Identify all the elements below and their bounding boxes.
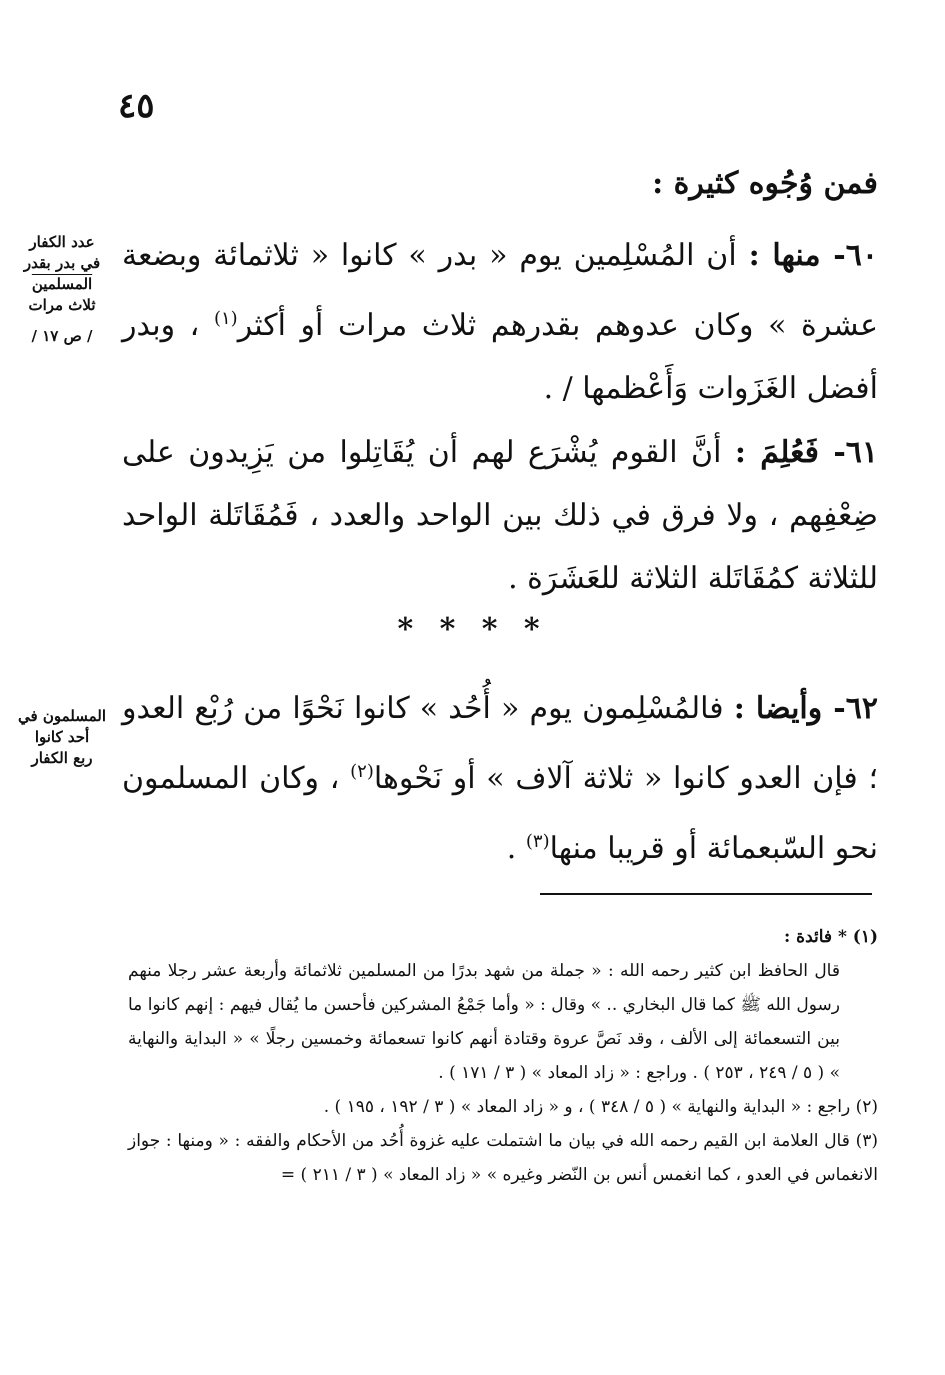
footnote-ref: (٢) xyxy=(350,761,374,782)
paragraph-text-after: ، وكان المسلمون نحو السّبعمائة أو قريبا منها xyxy=(122,761,878,866)
footnote-ref: (٣) xyxy=(525,831,550,852)
paragraph-62 xyxy=(122,677,878,880)
section-separator: * * * * xyxy=(397,612,548,647)
footnote-3: (٣) قال العلامة ابن القيم رحمه الله في بيان ما اشتملت عليه غزوة أُحُد من الأحكام والفقه : « ومنها : جواز الانغماس في العدو ، كما انغمس أنس بن النّضر وغيره » « زاد المعاد » ( ٣ / ٢١١ ) = xyxy=(128,1131,878,1185)
footnotes xyxy=(128,920,878,1192)
margin-note-line: في بدر بقدر xyxy=(23,254,101,272)
margin-note-line: ثلاث مرات xyxy=(28,296,96,314)
footnote-1-body: قال الحافظ ابن كثير رحمه الله : « جملة من شهد بدرًا من المسلمين ثلاثمائة وأربعة عشر رجلا منهم رسول الله ﷺ كما قال البخاري .. » وقال : « وأما جَمْعُ المشركين فأحسن ما يُقال فيهم : إنهم كانوا ما بين التسعمائة إلى الألف ، وقد نَصَّ عروة وقتادة أنهم كانوا تسعمائة وخمسين رجلًا » « البداية والنهاية » ( ٥ / ٢٤٩ ، ٢٥٣ ) . وراجع : « زاد المعاد » ( ٣ / ١٧١ ) . xyxy=(128,961,840,1083)
paragraph-text: أنَّ القوم يُشْرَع لهم أن يُقَاتِلوا من يَزِيدون على ضِعْفِهم ، ولا فرق في ذلك بين الواحد والعدد ، فَمُقَاتَلة الواحد للثلاثة كمُقَاتَلة الثلاثة للعَشَرَة . xyxy=(122,435,878,596)
footnote-1-heading: (١) * فائدة : xyxy=(783,927,878,947)
margin-note-line: عدد الكفار xyxy=(29,233,95,251)
margin-note-line: ربع الكفار xyxy=(31,749,93,767)
margin-note-badr xyxy=(12,232,112,347)
paragraph-text: أن المُسْلِمين يوم « بدر » كانوا « ثلاثمائة وبضعة عشرة » وكان عدوهم بقدرهم ثلاث مرات أو أكثر xyxy=(122,238,878,343)
paragraph-text: فالمُسْلِمون يوم « أُحُد » كانوا نَحْوًا من رُبْع العدو ؛ فإن العدو كانوا « ثلاثة آلاف » أو نَحْوها xyxy=(122,691,878,796)
footnote-ref: (١) xyxy=(213,308,238,329)
margin-note-line: المسلمين xyxy=(31,275,93,293)
paragraph-text-after: ، وبدر أفضل الغَزَوات وَأَعْظمها / . xyxy=(122,308,878,406)
paragraph-61 xyxy=(122,421,878,610)
margin-note-line: / ص ١٧ / xyxy=(31,327,93,345)
footnote-divider xyxy=(540,893,872,895)
paragraph-number: ٦٠- منها : xyxy=(748,238,878,273)
margin-note-line: أحد كانوا xyxy=(34,728,90,746)
paragraph-text-end: . xyxy=(506,831,517,866)
paragraph-number: ٦٢- وأيضا : xyxy=(733,691,878,726)
margin-note-line: المسلمون في xyxy=(17,707,107,725)
paragraph-number: ٦١- فَعُلِمَ : xyxy=(734,435,878,470)
page-number: ٤٥ xyxy=(118,86,155,126)
footnote-2: (٢) راجع : « البداية والنهاية » ( ٥ / ٣٤٨ ) ، و « زاد المعاد » ( ٣ / ١٩٢ ، ١٩٥ ) . xyxy=(323,1097,878,1117)
section-intro: فمن وُجُوه كثيرة : xyxy=(652,166,878,201)
paragraph-60 xyxy=(122,224,878,420)
margin-note-uhud xyxy=(12,706,112,769)
